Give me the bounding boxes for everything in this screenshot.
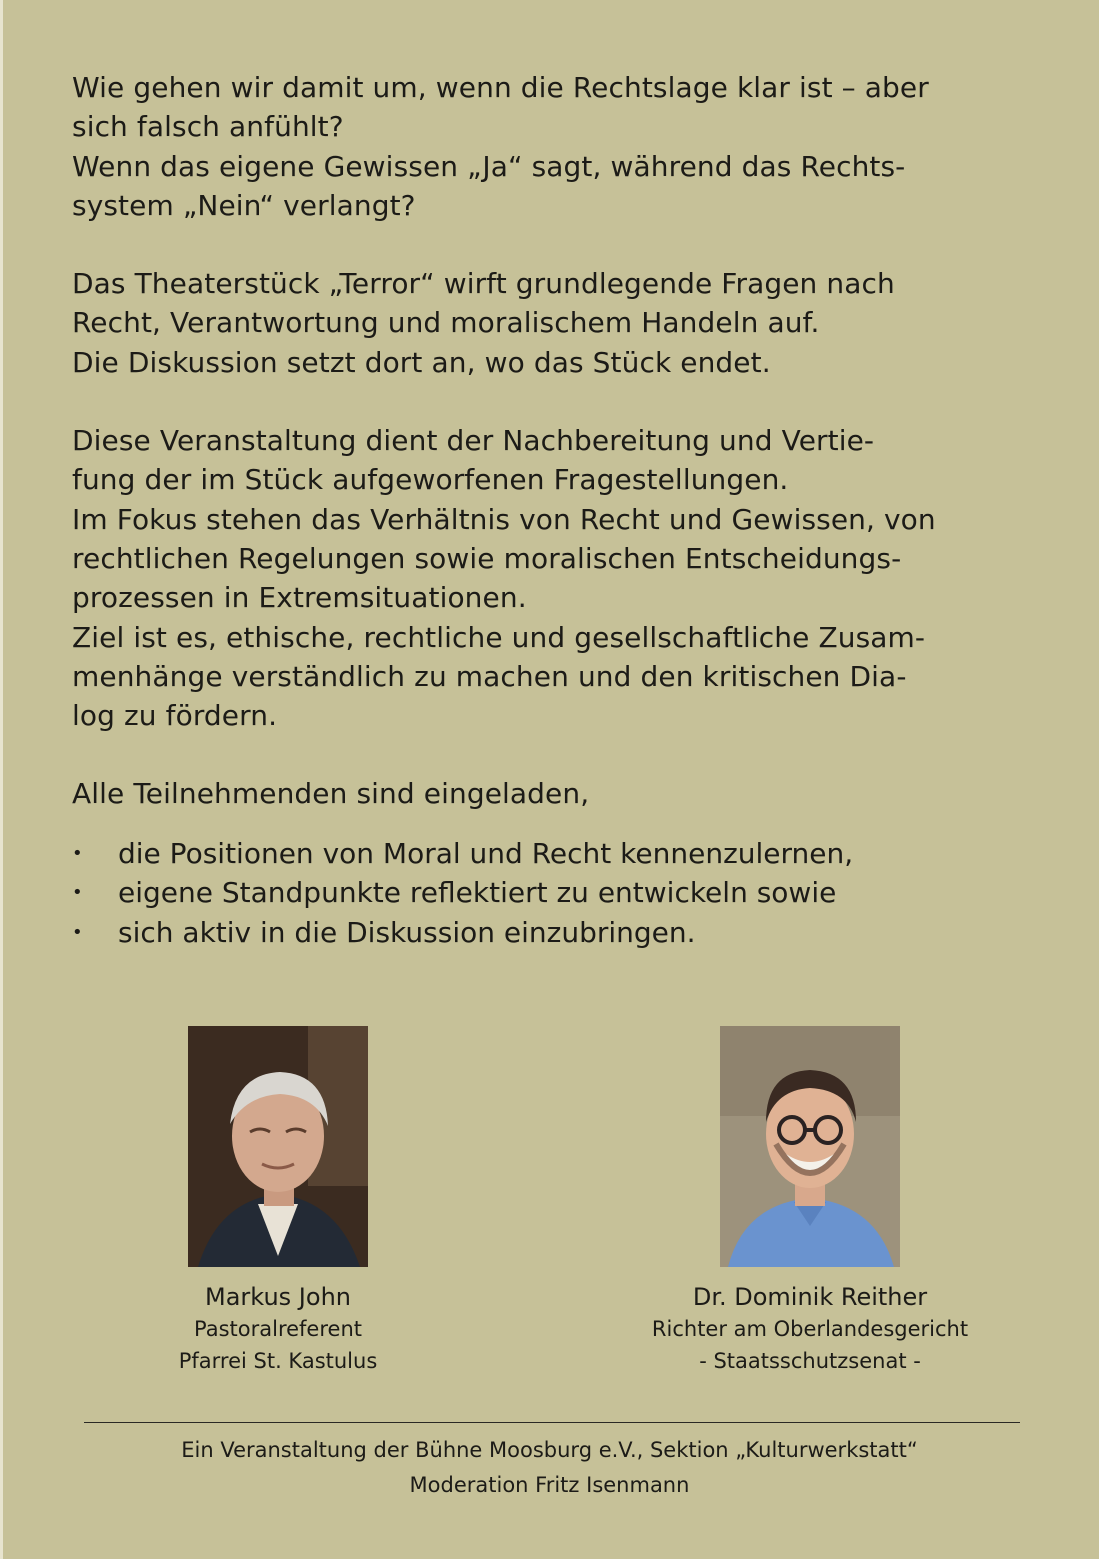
list-item-text: eigene Standpunkte reflektiert zu entwickeln sowie [118,876,837,910]
list-item-text: sich aktiv in die Diskussion einzubringen. [118,915,696,949]
speaker-role: Pastoralreferent [194,1317,362,1341]
text-line: log zu fördern. [72,699,278,733]
paragraph-gap [72,382,1062,421]
paragraph-invite [72,774,1062,813]
text-line: Wie gehen wir damit um, wenn die Rechtslage klar ist – aber [72,71,929,104]
speaker-organization: - Staatsschutzsenat - [699,1349,921,1373]
text-line: fung der im Stück aufgeworfenen Fragestellungen. [72,463,789,497]
paragraph-gap [72,225,1062,264]
bullet-icon: • [72,921,83,943]
paragraph-gap [72,735,1062,774]
text-line: menhänge verständlich zu machen und den kritischen Dia- [72,659,907,693]
text-line: Wenn das eigene Gewissen „Ja“ sagt, während das Rechts- [72,149,906,183]
bullet-icon: • [72,882,83,904]
text-line: system „Nein“ verlangt? [72,188,416,222]
list-item-text: die Positionen von Moral und Recht kennenzulernen, [118,837,854,870]
speaker-photo [188,1026,368,1267]
speaker-card-dominik-reither [600,1026,1020,1377]
text-line: Die Diskussion setzt dort an, wo das Stück endet. [72,345,771,379]
page-edge [0,0,3,1559]
text-line: Ziel ist es, ethische, rechtliche und gesellschaftliche Zusam- [72,620,926,654]
footer-divider [84,1422,1020,1423]
footer-organizer: Ein Veranstaltung der Bühne Moosburg e.V., Sektion „Kulturwerkstatt“ [181,1438,918,1462]
speaker-name: Markus John [205,1283,351,1311]
speaker-photo [720,1026,900,1267]
text-line: Das Theaterstück „Terror“ wirft grundlegende Fragen nach [72,267,895,301]
text-line: Recht, Verantwortung und moralischem Handeln auf. [72,306,820,340]
speaker-card-markus-john [68,1026,488,1377]
footer [0,1433,1099,1503]
bullet-list [72,834,1062,952]
list-item [72,913,1062,952]
portrait-illustration [188,1026,368,1267]
footer-moderation: Moderation Fritz Isenmann [409,1473,690,1497]
speaker-role: Richter am Oberlandesgericht [651,1317,969,1341]
speaker-organization: Pfarrei St. Kastulus [178,1349,378,1373]
paragraph-question [72,68,1062,225]
portrait-illustration [720,1026,900,1267]
text-line: rechtlichen Regelungen sowie moralischen Entscheidungs- [72,541,902,575]
text-line: Alle Teilnehmenden sind eingeladen, [72,777,590,811]
text-line: prozessen in Extremsituationen. [72,581,527,615]
bullet-icon: • [72,843,83,864]
speaker-name: Dr. Dominik Reither [692,1283,928,1311]
text-line: Im Fokus stehen das Verhältnis von Recht und Gewissen, von [72,502,936,536]
list-item [72,834,1062,873]
paragraph-play [72,264,1062,382]
intro-text [72,68,1062,814]
text-line: sich falsch anfühlt? [72,110,344,144]
paragraph-event [72,421,1062,735]
text-line: Diese Veranstaltung dient der Nachbereitung und Vertie- [72,424,875,458]
list-item [72,873,1062,912]
